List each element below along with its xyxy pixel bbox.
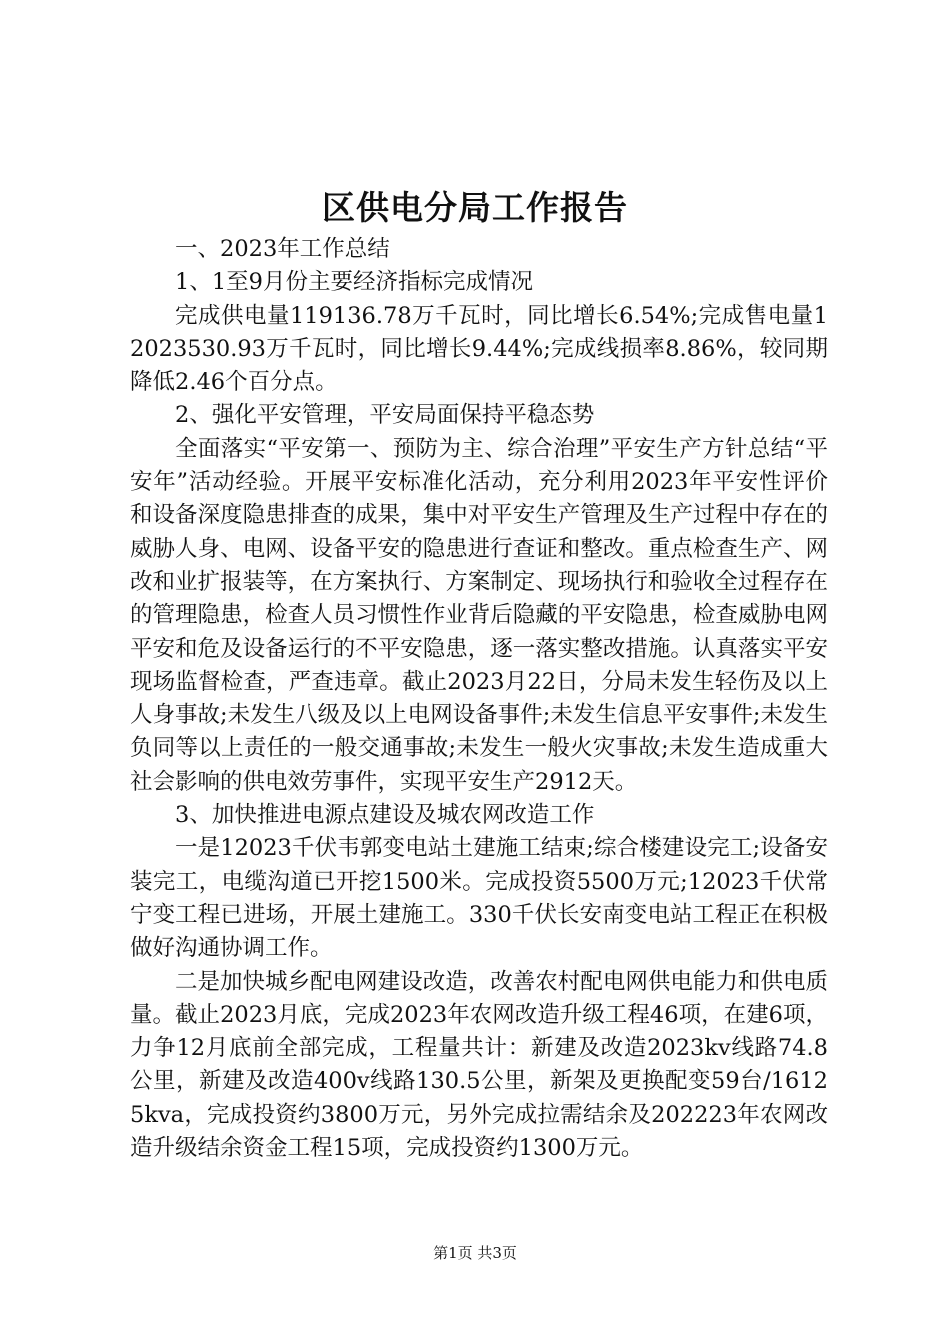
paragraph-rural-grid-upgrade: 二是加快城乡配电网建设改造，改善农村配电网供电能力和供电质量。截止2023月底，完成2023年农网改造升级工程46项，在建6项，力争12月底前全部完成，工程量共计：新建及改造2023kv线路74.8公里，新建及改造400v线路130.5公里，新架及更换配变59台/16125kva，完成投资约3800万元，另外完成拉需结余及202223年农网改造升级结余资金工程15项，完成投资约1300万元。 xyxy=(130,968,828,1162)
document-body xyxy=(130,233,828,1165)
section-heading-work-summary: 一、2023年工作总结 xyxy=(175,236,390,262)
subheading-safety-management: 2、强化平安管理，平安局面保持平稳态势 xyxy=(175,402,595,429)
paragraph-substation-projects: 一是12023千伏韦郭变电站土建施工结束;综合楼建设完工;设备安装完工，电缆沟道已开挖1500米。完成投资5500万元;12023千伏常宁变工程已进场，开展土建施工。330千伏长安南变电站工程正在积极做好沟通协调工作。 xyxy=(130,835,828,962)
document-title: 区供电分局工作报告 xyxy=(322,188,628,227)
page-footer: 第1页 共3页 xyxy=(433,1244,517,1262)
subheading-economic-indicators: 1、1至9月份主要经济指标完成情况 xyxy=(175,269,533,296)
paragraph-power-supply-figures: 完成供电量119136.78万千瓦时，同比增长6.54%;完成售电量12023530.93万千瓦时，同比增长9.44%;完成线损率8.86%，较同期降低2.46个百分点。 xyxy=(130,302,828,396)
subheading-grid-construction: 3、加快推进电源点建设及城农网改造工作 xyxy=(175,802,595,829)
paragraph-safety-details: 全面落实“平安第一、预防为主、综合治理”平安生产方针总结“平安年”活动经验。开展平安标准化活动，充分利用2023年平安性评价和设备深度隐患排查的成果，集中对平安生产管理及生产过程中存在的威胁人身、电网、设备平安的隐患进行查证和整改。重点检查生产、网改和业扩报装等，在方案执行、方案制定、现场执行和验收全过程存在的管理隐患，检查人员习惯性作业背后隐藏的平安隐患，检查威胁电网平安和危及设备运行的不平安隐患，逐一落实整改措施。认真落实平安现场监督检查，严查违章。截止2023月22日，分局未发生轻伤及以上人身事故;未发生八级及以上电网设备事件;未发生信息平安事件;未发生负同等以上责任的一般交通事故;未发生一般火灾事故;未发生造成重大社会影响的供电效劳事件，实现平安生产2912天。 xyxy=(130,435,828,795)
